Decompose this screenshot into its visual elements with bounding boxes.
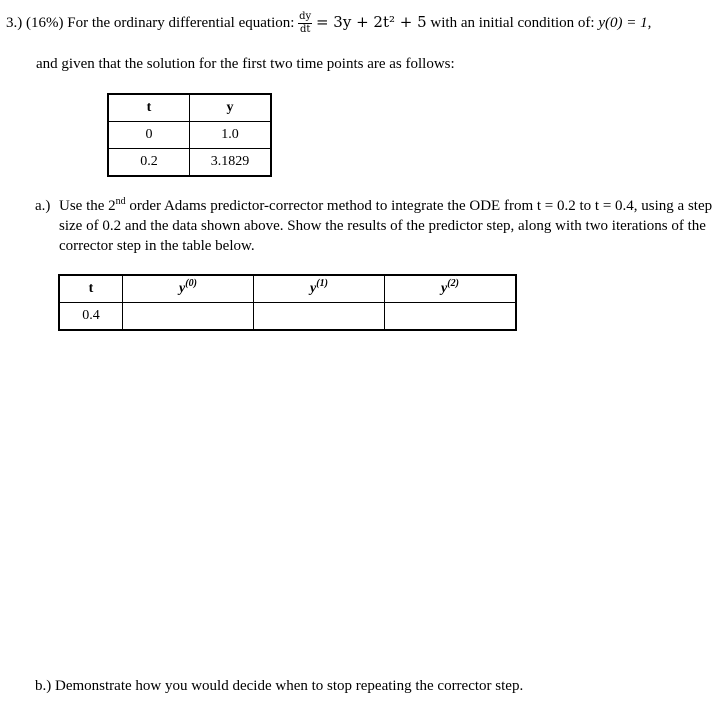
- header-t: t: [59, 275, 123, 303]
- header-y1: [254, 275, 385, 303]
- answer-table: [58, 274, 517, 331]
- header-y2: [385, 275, 517, 303]
- table-row: [108, 122, 271, 149]
- header-y-sup: (0): [185, 278, 197, 289]
- row-t-value: 0.4: [59, 303, 123, 331]
- table-row: [108, 149, 271, 177]
- given-data-table: [107, 93, 272, 177]
- header-y0: [123, 275, 254, 303]
- question-weight: (16%): [26, 14, 64, 31]
- answer-cell-y0[interactable]: [123, 303, 254, 331]
- answer-cell-y1[interactable]: [254, 303, 385, 331]
- initial-condition-text: with an initial condition of:: [430, 14, 595, 31]
- part-b-label: b.): [35, 678, 52, 694]
- part-a-text-start: Use the 2: [59, 198, 116, 214]
- part-a: [35, 196, 719, 256]
- part-a-label: a.): [35, 198, 51, 214]
- equation-rhs: = 3y + 2t² + 5: [315, 12, 427, 31]
- table-header-row: [59, 275, 516, 303]
- initial-condition-value: y(0) = 1,: [598, 14, 652, 31]
- derivative-fraction: [298, 12, 312, 35]
- header-y-base: y: [179, 281, 186, 296]
- part-b: [35, 678, 523, 695]
- derivative-denominator: dt: [299, 24, 311, 35]
- part-b-text: Demonstrate how you would decide when to stop repeating the corrector step.: [55, 678, 524, 694]
- table-cell: 1.0: [190, 122, 272, 149]
- table-cell: 0.2: [108, 149, 190, 177]
- table-row: [59, 303, 516, 331]
- derivative-numerator: dy: [299, 11, 312, 22]
- header-y-base: y: [441, 281, 448, 296]
- header-y: y: [190, 94, 272, 122]
- table-header-row: [108, 94, 271, 122]
- question-intro: For the ordinary differential equation:: [67, 14, 295, 31]
- answer-cell-y2[interactable]: [385, 303, 517, 331]
- header-y-base: y: [310, 281, 317, 296]
- table-cell: 3.1829: [190, 149, 272, 177]
- header-t: t: [108, 94, 190, 122]
- table-cell: 0: [108, 122, 190, 149]
- part-a-superscript: nd: [115, 196, 126, 207]
- header-y-sup: (2): [447, 278, 459, 289]
- question-header: [6, 12, 651, 35]
- part-a-text-rest: order Adams predictor-corrector method to integrate the ODE from t = 0.2 to t = 0.4, using a step size of 0.2 and the data shown above. Show the results of the predictor step, along with two iterations of the corrector step in the table below.: [59, 198, 713, 254]
- given-text: and given that the solution for the first two time points are as follows:: [36, 56, 455, 72]
- question-number: 3.): [6, 14, 23, 31]
- header-y-sup: (1): [316, 278, 328, 289]
